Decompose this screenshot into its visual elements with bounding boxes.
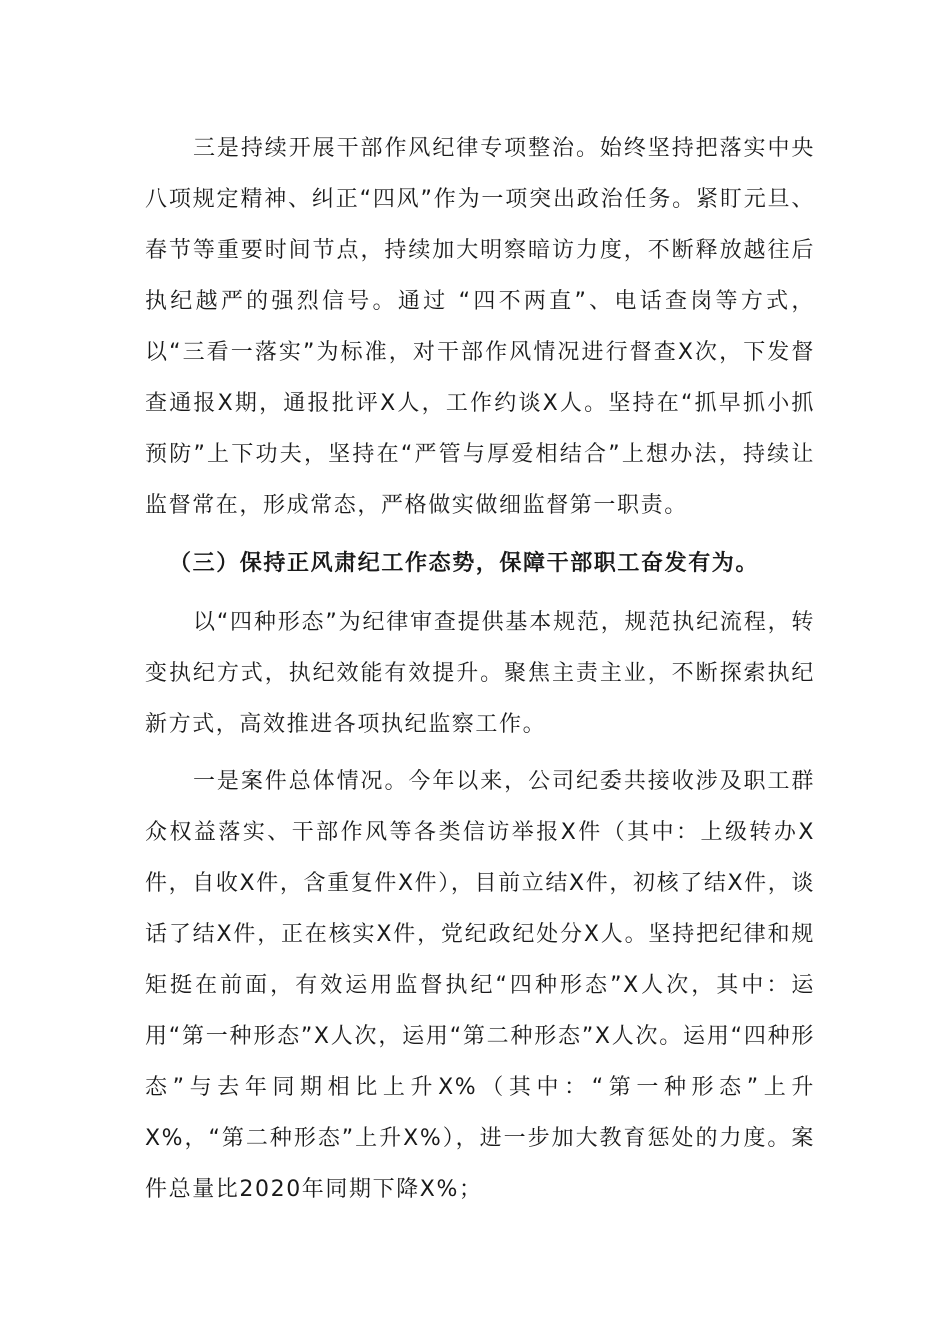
body-paragraph: 一是案件总体情况。今年以来，公司纪委共接收涉及职工群众权益落实、干部作风等各类信访举报X件（其中：上级转办X件，自收X件，含重复件X件），目前立结X件，初核了结X件，谈话了结X件，正在核实X件，党纪政纪处分X人。坚持把纪律和规矩挺在前面，有效运用监督执纪“四种形态”X人次，其中：运用“第一种形态”X人次，运用“第二种形态”X人次。运用“四种形态”与去年同期相比上升X%（其中：“第一种形态”上升X%，“第二种形态”上升X%），进一步加大教育惩处的力度。案件总量比2020年同期下降X%；	[145, 769, 815, 1202]
body-paragraph: 三是持续开展干部作风纪律专项整治。始终坚持把落实中央八项规定精神、纠正“四风”作为一项突出政治任务。紧盯元旦、春节等重要时间节点，持续加大明察暗访力度，不断释放越往后执纪越严的强烈信号。通过 “四不两直”、电话查岗等方式，以“三看一落实”为标准，对干部作风情况进行督查X次，下发督查通报X期，通报批评X人，工作约谈X人。坚持在“抓早抓小抓预防”上下功夫，坚持在“严管与厚爱相结合”上想办法，持续让监督常在，形成常态，严格做实做细监督第一职责。	[145, 136, 815, 518]
body-paragraph: 以“四种形态”为纪律审查提供基本规范，规范执纪流程，转变执纪方式，执纪效能有效提升。聚焦主责主业，不断探索执纪新方式，高效推进各项执纪监察工作。	[145, 610, 815, 737]
section-heading: （三）保持正风肃纪工作态势，保障干部职工奋发有为。	[169, 551, 760, 576]
